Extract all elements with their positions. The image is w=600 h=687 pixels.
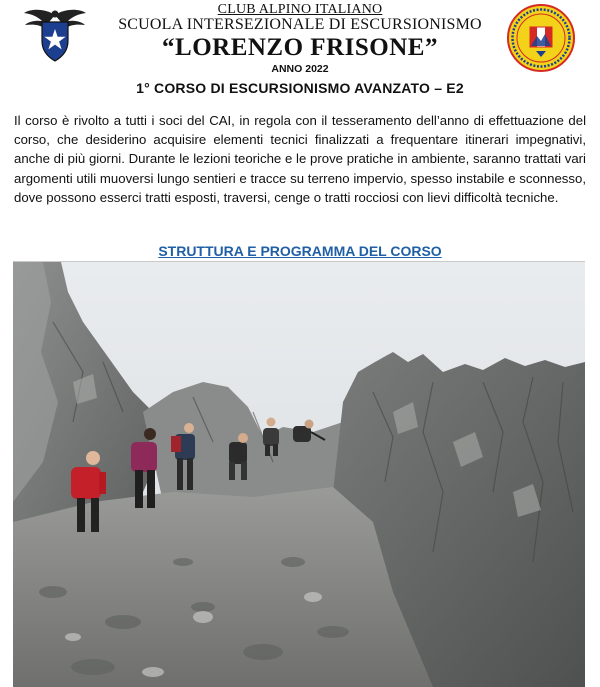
org-name: CLUB ALPINO ITALIANO [217, 2, 383, 17]
school-emblem-logo [506, 3, 576, 73]
course-title: 1° CORSO DI ESCURSIONISMO AVANZATO – E2 [136, 80, 464, 96]
school-title: “LORENZO FRISONE” [162, 34, 438, 61]
hikers-rocky-trail-photo [13, 261, 585, 687]
school-name: SCUOLA INTERSEZIONALE DI ESCURSIONISMO [118, 16, 482, 33]
document-header [0, 0, 600, 80]
course-intro-paragraph: Il corso è rivolto a tutti i soci del CAI, in regola con il tesseramento dell’anno di effettuazione del corso, che desiderino acquisire elementi tecnici finalizzati a frequentare itinerari impegnativi, anche di più giorni. Durante le lezioni teoriche e le prove pratiche in ambiente, saranno trattati vari argomenti utili muoversi lungo sentieri e tracce su terreno impervio, spesso instabile e sconnesso, dove possono esserci tratti esposti, traversi, cenge o tratti rocciosi con lievi difficoltà tecniche. [14, 113, 586, 205]
section-title: STRUTTURA E PROGRAMMA DEL CORSO [158, 243, 442, 259]
course-year: ANNO 2022 [271, 63, 329, 75]
